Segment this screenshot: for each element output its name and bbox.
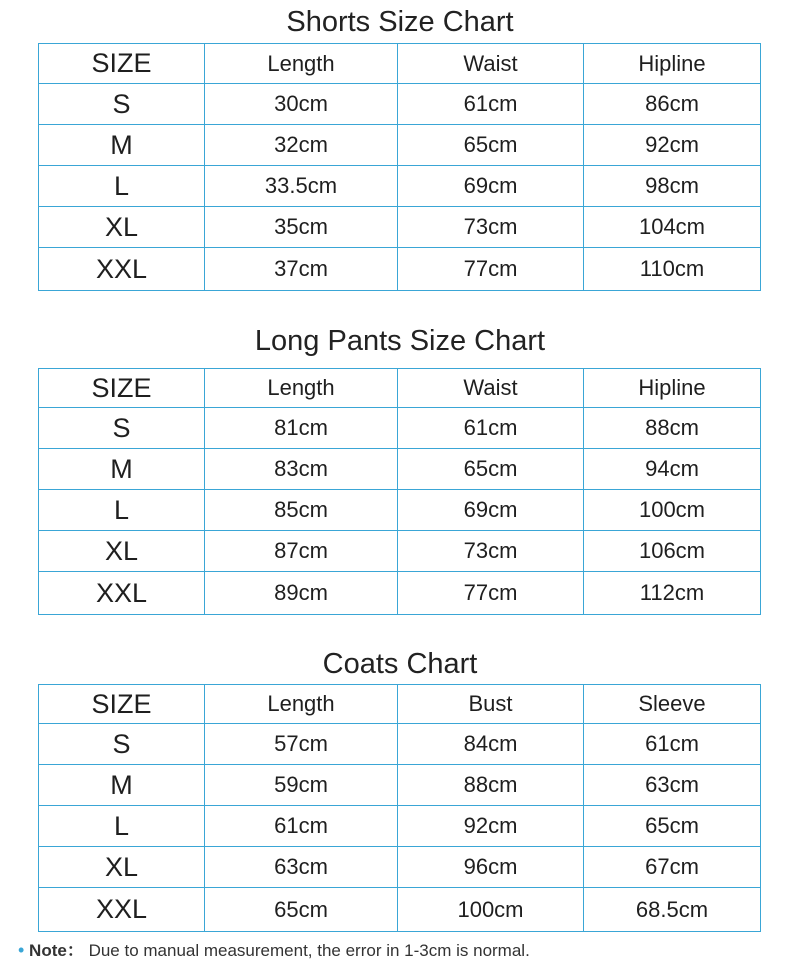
- value-cell: 100cm: [398, 888, 584, 932]
- table-row: [39, 84, 761, 125]
- value-cell: 33.5cm: [205, 166, 398, 207]
- value-cell: 94cm: [584, 449, 761, 490]
- value-cell: 63cm: [205, 847, 398, 888]
- table-row: [39, 765, 761, 806]
- value-cell: 81cm: [205, 408, 398, 449]
- measurement-note: [18, 936, 530, 961]
- value-cell: 112cm: [584, 572, 761, 615]
- size-cell: XXL: [39, 248, 205, 291]
- size-cell: L: [39, 806, 205, 847]
- header-cell: SIZE: [39, 369, 205, 408]
- value-cell: 92cm: [398, 806, 584, 847]
- size-cell: L: [39, 490, 205, 531]
- value-cell: 88cm: [398, 765, 584, 806]
- value-cell: 68.5cm: [584, 888, 761, 932]
- header-cell: Sleeve: [584, 685, 761, 724]
- value-cell: 106cm: [584, 531, 761, 572]
- size-cell: XL: [39, 847, 205, 888]
- value-cell: 65cm: [205, 888, 398, 932]
- table-row: [39, 125, 761, 166]
- size-cell: S: [39, 408, 205, 449]
- value-cell: 86cm: [584, 84, 761, 125]
- size-cell: XXL: [39, 888, 205, 932]
- value-cell: 65cm: [584, 806, 761, 847]
- value-cell: 73cm: [398, 207, 584, 248]
- value-cell: 57cm: [205, 724, 398, 765]
- value-cell: 77cm: [398, 248, 584, 291]
- size-cell: XXL: [39, 572, 205, 615]
- header-cell: SIZE: [39, 44, 205, 84]
- value-cell: 37cm: [205, 248, 398, 291]
- size-cell: M: [39, 125, 205, 166]
- value-cell: 110cm: [584, 248, 761, 291]
- table-row: [39, 847, 761, 888]
- shorts-size-table: [38, 43, 761, 291]
- bullet-icon: •: [18, 940, 25, 960]
- table-header-row: [39, 685, 761, 724]
- value-cell: 83cm: [205, 449, 398, 490]
- size-cell: S: [39, 84, 205, 125]
- header-cell: Waist: [398, 369, 584, 408]
- size-cell: M: [39, 449, 205, 490]
- table-row: [39, 408, 761, 449]
- value-cell: 69cm: [398, 490, 584, 531]
- header-cell: Hipline: [584, 44, 761, 84]
- value-cell: 65cm: [398, 449, 584, 490]
- coats-size-table: [38, 684, 761, 932]
- size-cell: L: [39, 166, 205, 207]
- note-label: Note：: [29, 941, 84, 960]
- value-cell: 32cm: [205, 125, 398, 166]
- table-row: [39, 531, 761, 572]
- table-header-row: [39, 44, 761, 84]
- value-cell: 61cm: [398, 84, 584, 125]
- value-cell: 63cm: [584, 765, 761, 806]
- table-row: [39, 207, 761, 248]
- shorts-chart-title: Shorts Size Chart: [286, 6, 514, 38]
- value-cell: 67cm: [584, 847, 761, 888]
- value-cell: 65cm: [398, 125, 584, 166]
- value-cell: 61cm: [205, 806, 398, 847]
- table-row: [39, 449, 761, 490]
- long-pants-chart-title: Long Pants Size Chart: [254, 325, 546, 357]
- value-cell: 77cm: [398, 572, 584, 615]
- header-cell: Bust: [398, 685, 584, 724]
- size-cell: S: [39, 724, 205, 765]
- value-cell: 104cm: [584, 207, 761, 248]
- value-cell: 85cm: [205, 490, 398, 531]
- header-cell: Waist: [398, 44, 584, 84]
- value-cell: 88cm: [584, 408, 761, 449]
- header-cell: Hipline: [584, 369, 761, 408]
- size-cell: M: [39, 765, 205, 806]
- value-cell: 87cm: [205, 531, 398, 572]
- value-cell: 35cm: [205, 207, 398, 248]
- value-cell: 61cm: [398, 408, 584, 449]
- value-cell: 92cm: [584, 125, 761, 166]
- value-cell: 96cm: [398, 847, 584, 888]
- table-row: [39, 888, 761, 932]
- table-row: [39, 248, 761, 291]
- table-row: [39, 490, 761, 531]
- header-cell: Length: [205, 44, 398, 84]
- header-cell: Length: [205, 369, 398, 408]
- value-cell: 100cm: [584, 490, 761, 531]
- value-cell: 73cm: [398, 531, 584, 572]
- value-cell: 30cm: [205, 84, 398, 125]
- coats-chart-title: Coats Chart: [322, 648, 478, 680]
- note-text: Due to manual measurement, the error in 1-3cm is normal.: [88, 941, 530, 960]
- size-cell: XL: [39, 531, 205, 572]
- size-cell: XL: [39, 207, 205, 248]
- value-cell: 69cm: [398, 166, 584, 207]
- table-row: [39, 806, 761, 847]
- value-cell: 89cm: [205, 572, 398, 615]
- value-cell: 98cm: [584, 166, 761, 207]
- table-row: [39, 166, 761, 207]
- value-cell: 61cm: [584, 724, 761, 765]
- table-header-row: [39, 369, 761, 408]
- header-cell: Length: [205, 685, 398, 724]
- table-row: [39, 724, 761, 765]
- table-row: [39, 572, 761, 615]
- value-cell: 84cm: [398, 724, 584, 765]
- value-cell: 59cm: [205, 765, 398, 806]
- header-cell: SIZE: [39, 685, 205, 724]
- long-pants-size-table: [38, 368, 761, 615]
